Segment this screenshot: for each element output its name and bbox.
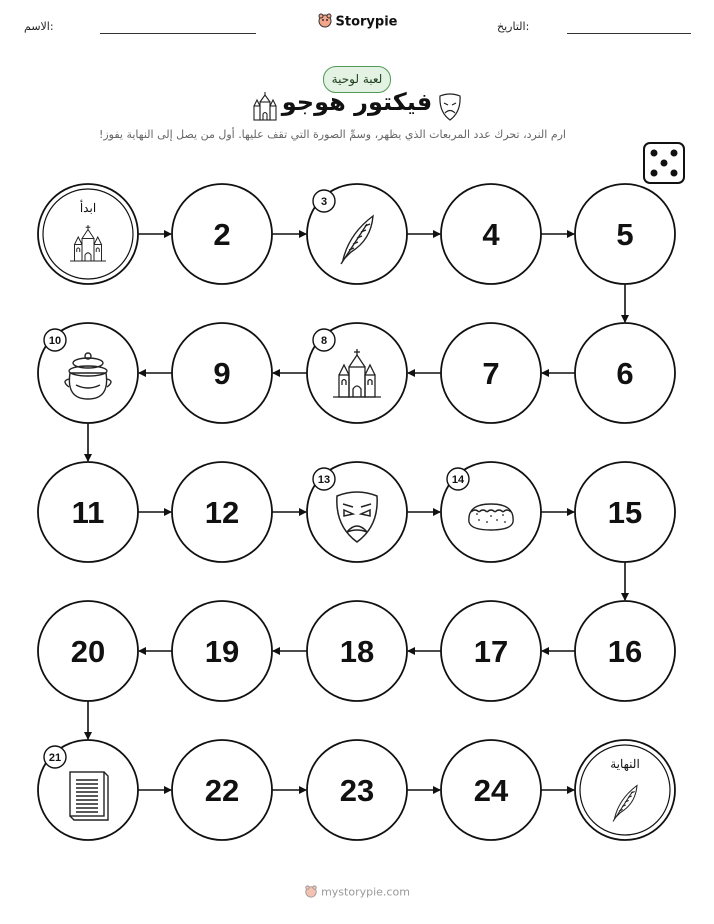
square-number-badge: 8 bbox=[320, 335, 328, 347]
board-square-13[interactable] bbox=[307, 462, 407, 562]
square-number: 16 bbox=[607, 634, 643, 669]
square-number-badge: 14 bbox=[451, 474, 465, 486]
square-number: 23 bbox=[339, 773, 375, 808]
board-square-9[interactable] bbox=[172, 323, 272, 423]
square-number-badge: 13 bbox=[317, 474, 331, 486]
square-number-badge: 3 bbox=[320, 196, 328, 208]
board-square-7[interactable] bbox=[441, 323, 541, 423]
board-square-4[interactable] bbox=[441, 184, 541, 284]
board-square-20[interactable] bbox=[38, 601, 138, 701]
square-number: 18 bbox=[339, 634, 375, 669]
brand-name: Storypie bbox=[335, 14, 398, 30]
date-label: التاريخ: bbox=[497, 20, 530, 33]
square-number: 24 bbox=[473, 773, 509, 808]
board-square-19[interactable] bbox=[172, 601, 272, 701]
footer-url[interactable]: mystorypie.com bbox=[321, 885, 410, 899]
dice-icon bbox=[644, 143, 684, 183]
board-square-15[interactable] bbox=[575, 462, 675, 562]
square-number: 20 bbox=[70, 634, 106, 669]
board-square-5[interactable] bbox=[575, 184, 675, 284]
end-label: النهاية bbox=[610, 757, 640, 771]
instructions: ارم النرد، تحرك عدد المربعات الذي يظهر، وسمِّ الصورة التي تقف عليها. أول من يصل إلى النهاية يفوز! bbox=[98, 128, 566, 141]
square-number: 11 bbox=[71, 495, 105, 530]
board-square-10[interactable] bbox=[38, 323, 138, 423]
board-square-25[interactable] bbox=[575, 740, 675, 840]
square-number: 9 bbox=[213, 356, 231, 391]
square-number: 2 bbox=[213, 217, 231, 252]
square-number: 5 bbox=[616, 217, 634, 252]
square-number: 6 bbox=[616, 356, 634, 391]
square-number-badge: 21 bbox=[48, 752, 62, 764]
board-square-8[interactable] bbox=[307, 323, 407, 423]
square-number: 17 bbox=[473, 634, 509, 669]
board-square-1[interactable] bbox=[38, 184, 138, 284]
square-number: 22 bbox=[204, 773, 240, 808]
board-square-23[interactable] bbox=[307, 740, 407, 840]
board-square-6[interactable] bbox=[575, 323, 675, 423]
square-number-badge: 10 bbox=[48, 335, 62, 347]
square-number: 12 bbox=[204, 495, 240, 530]
square-number: 4 bbox=[482, 217, 500, 252]
square-number: 19 bbox=[204, 634, 240, 669]
storypie-logo-icon bbox=[304, 884, 318, 901]
name-label: الاسم: bbox=[24, 20, 54, 33]
board-square-11[interactable] bbox=[38, 462, 138, 562]
page-title: فيكتور هوجو bbox=[281, 88, 433, 116]
start-label: ابدأ bbox=[79, 201, 97, 215]
square-number: 7 bbox=[482, 356, 500, 391]
board-square-3[interactable] bbox=[307, 184, 407, 284]
board-square-24[interactable] bbox=[441, 740, 541, 840]
board-square-16[interactable] bbox=[575, 601, 675, 701]
board-square-18[interactable] bbox=[307, 601, 407, 701]
board-square-12[interactable] bbox=[172, 462, 272, 562]
square-number: 15 bbox=[607, 495, 643, 530]
board-square-22[interactable] bbox=[172, 740, 272, 840]
game-type-badge: لعبة لوحية bbox=[323, 66, 391, 93]
footer bbox=[0, 884, 714, 901]
board-square-17[interactable] bbox=[441, 601, 541, 701]
board-square-2[interactable] bbox=[172, 184, 272, 284]
board-square-14[interactable] bbox=[441, 462, 541, 562]
board-square-21[interactable] bbox=[38, 740, 138, 840]
